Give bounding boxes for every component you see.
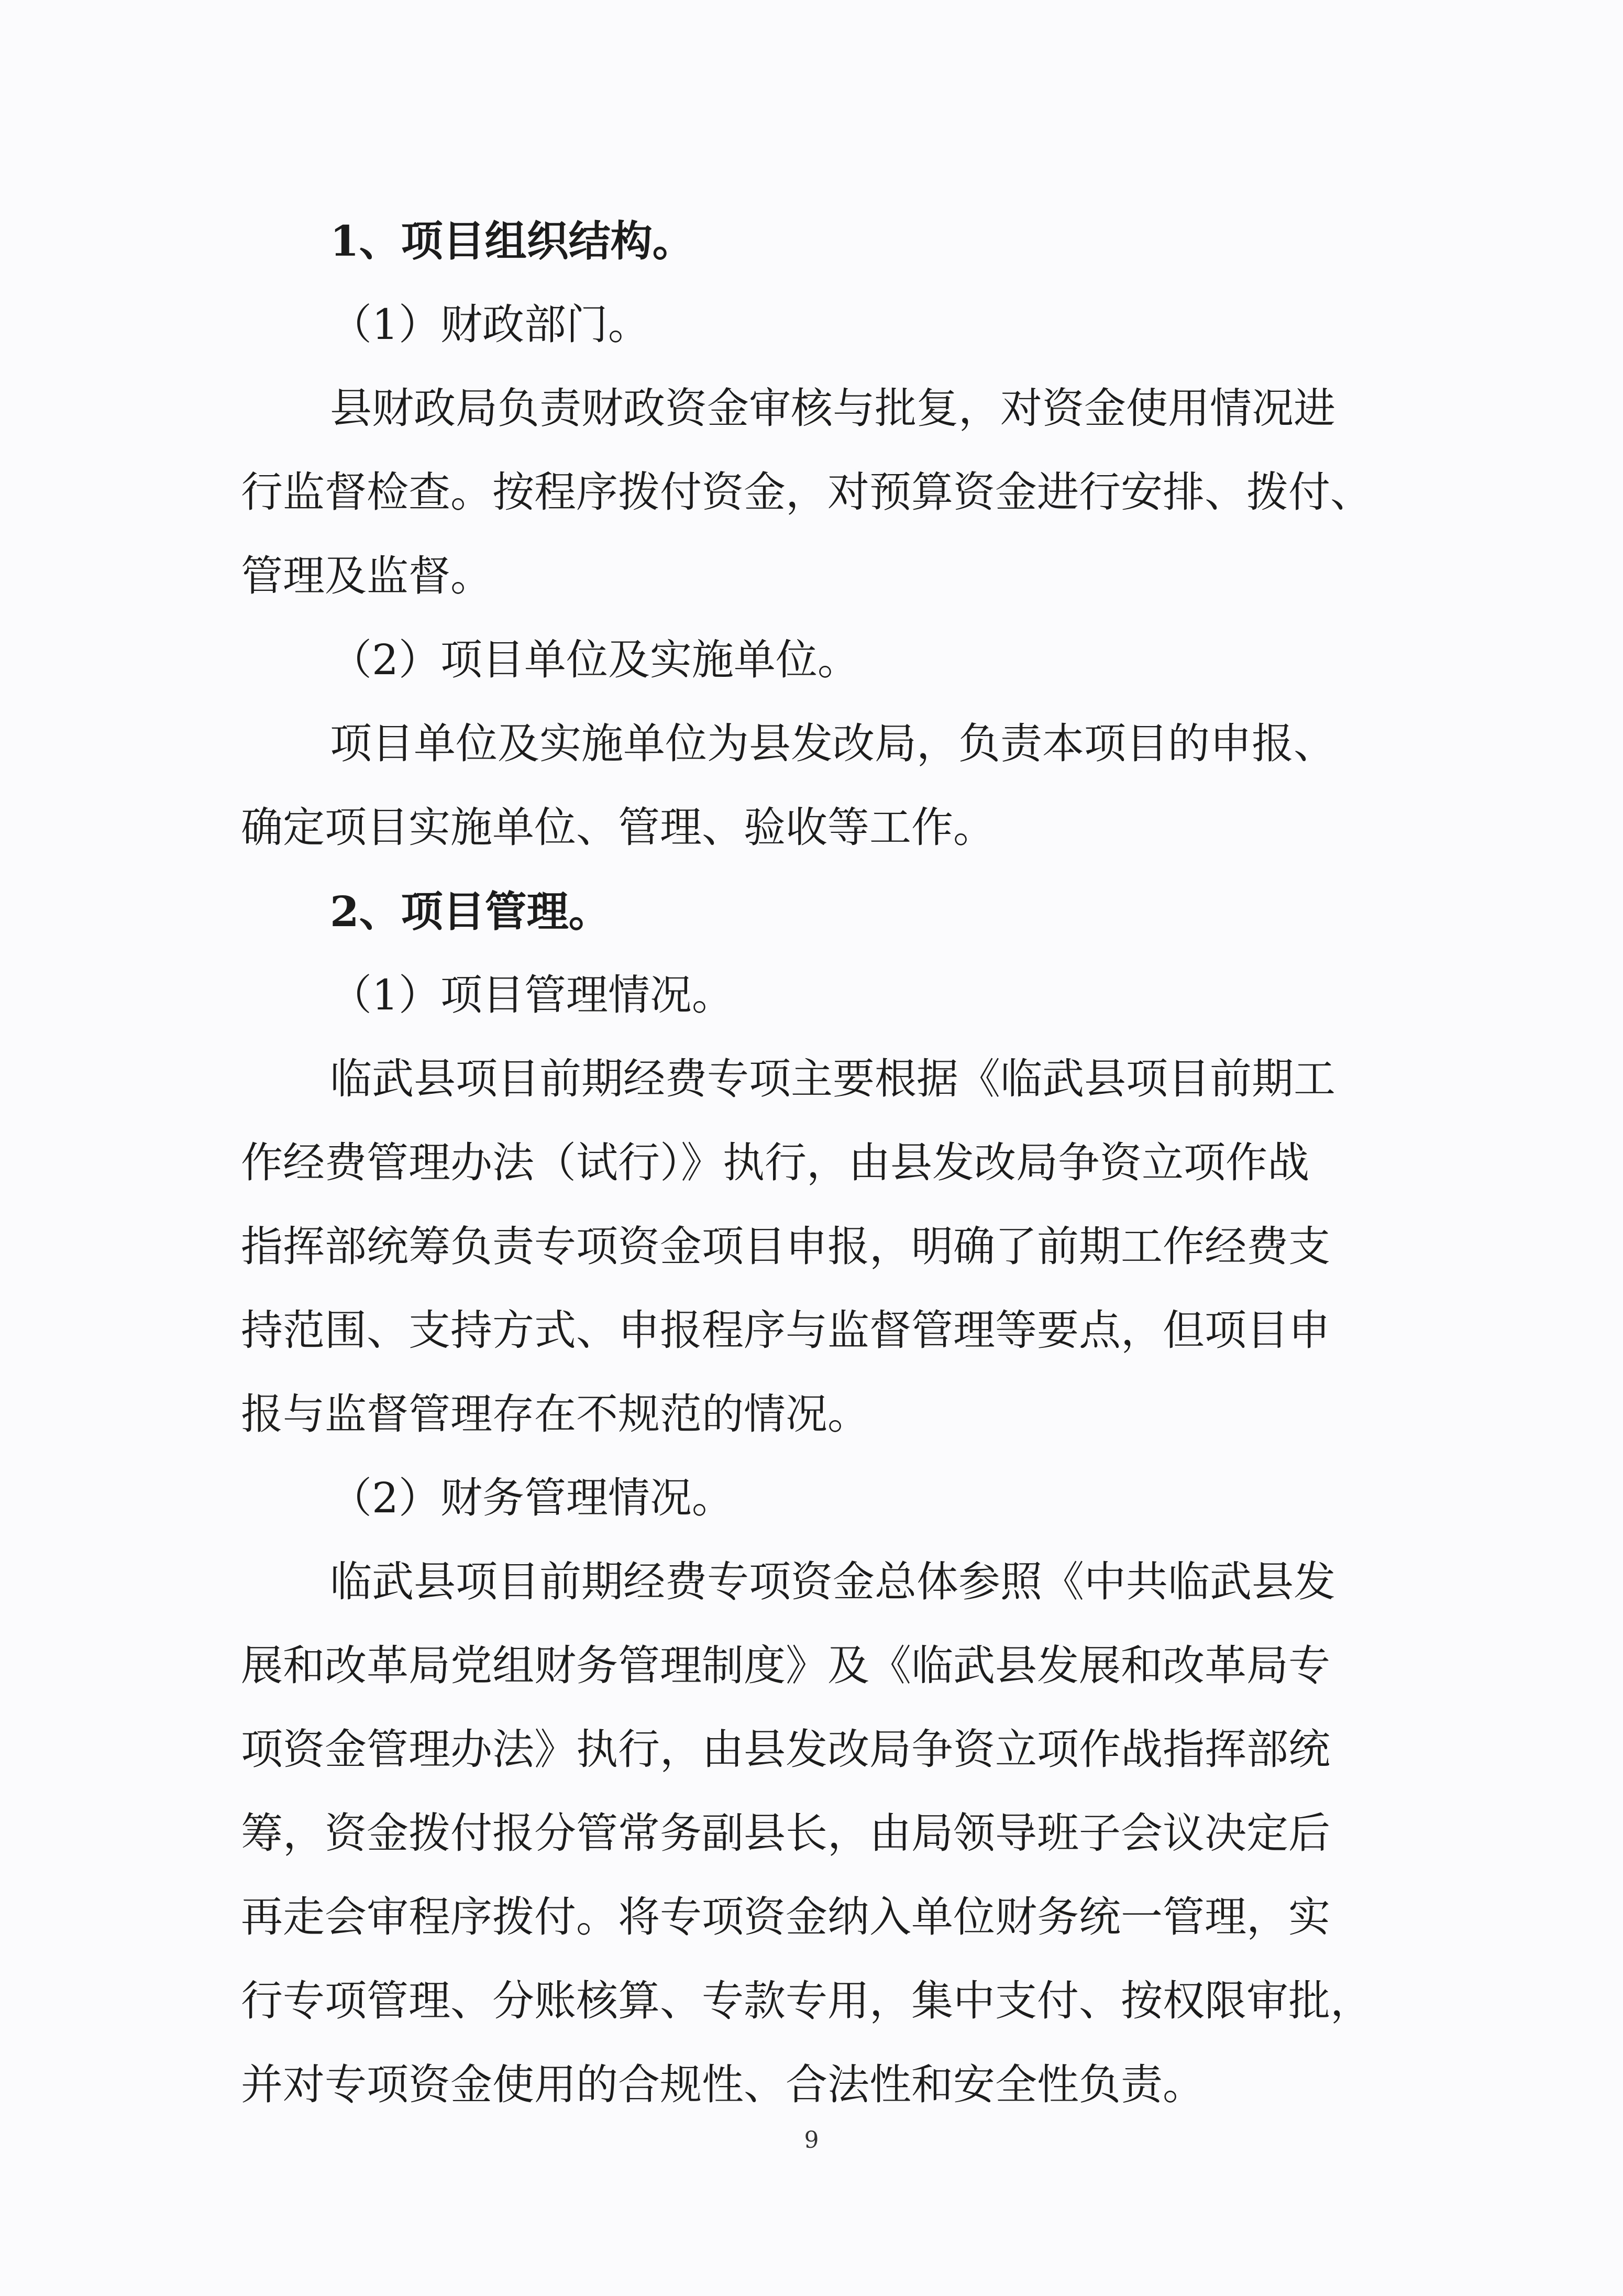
paragraph-line: 管理及监督。 — [241, 552, 492, 600]
paragraph-line: 项目单位及实施单位为县发改局，负责本项目的申报、 — [330, 719, 1335, 768]
paragraph-line: 临武县项目前期经费专项主要根据《临武县项目前期工 — [330, 1054, 1335, 1103]
paragraph-line: 行监督检查。按程序拨付资金，对预算资金进行安排、拨付、 — [241, 468, 1372, 517]
subheading-management-status: （1）项目管理情况。 — [330, 971, 734, 1019]
paragraph-line: 确定项目实施单位、管理、验收等工作。 — [241, 803, 995, 852]
heading-project-management: 2、项目管理。 — [330, 887, 611, 936]
subheading-finance-department: （1）财政部门。 — [330, 300, 650, 349]
document-body — [241, 199, 1377, 2127]
paragraph-line: 再走会审程序拨付。将专项资金纳入单位财务统一管理，实 — [241, 1893, 1330, 1941]
subheading-project-unit: （2）项目单位及实施单位。 — [330, 635, 859, 684]
heading-project-organization: 1、项目组织结构。 — [330, 216, 694, 266]
paragraph-line: 展和改革局党组财务管理制度》及《临武县发展和改革局专 — [241, 1641, 1330, 1690]
paragraph-line: 筹，资金拨付报分管常务副县长，由局领导班子会议决定后 — [241, 1809, 1330, 1858]
paragraph-line: 县财政局负责财政资金审核与批复，对资金使用情况进 — [330, 384, 1335, 433]
paragraph-line: 并对专项资金使用的合规性、合法性和安全性负责。 — [241, 2060, 1205, 2109]
paragraph-line: 指挥部统筹负责专项资金项目申报，明确了前期工作经费支 — [241, 1222, 1330, 1271]
page-number: 9 — [804, 2127, 819, 2154]
subheading-financial-management: （2）财务管理情况。 — [330, 1474, 734, 1522]
paragraph-line: 项资金管理办法》执行，由县发改局争资立项作战指挥部统 — [241, 1725, 1330, 1774]
paragraph-line: 作经费管理办法（试行）》执行，由县发改局争资立项作战 — [241, 1138, 1309, 1187]
paragraph-line: 行专项管理、分账核算、专款专用，集中支付、按权限审批， — [241, 1976, 1372, 2025]
paragraph-line: 临武县项目前期经费专项资金总体参照《中共临武县发 — [330, 1557, 1335, 1606]
paragraph-line: 持范围、支持方式、申报程序与监督管理等要点，但项目申 — [241, 1306, 1330, 1355]
paragraph-line: 报与监督管理存在不规范的情况。 — [241, 1390, 869, 1438]
